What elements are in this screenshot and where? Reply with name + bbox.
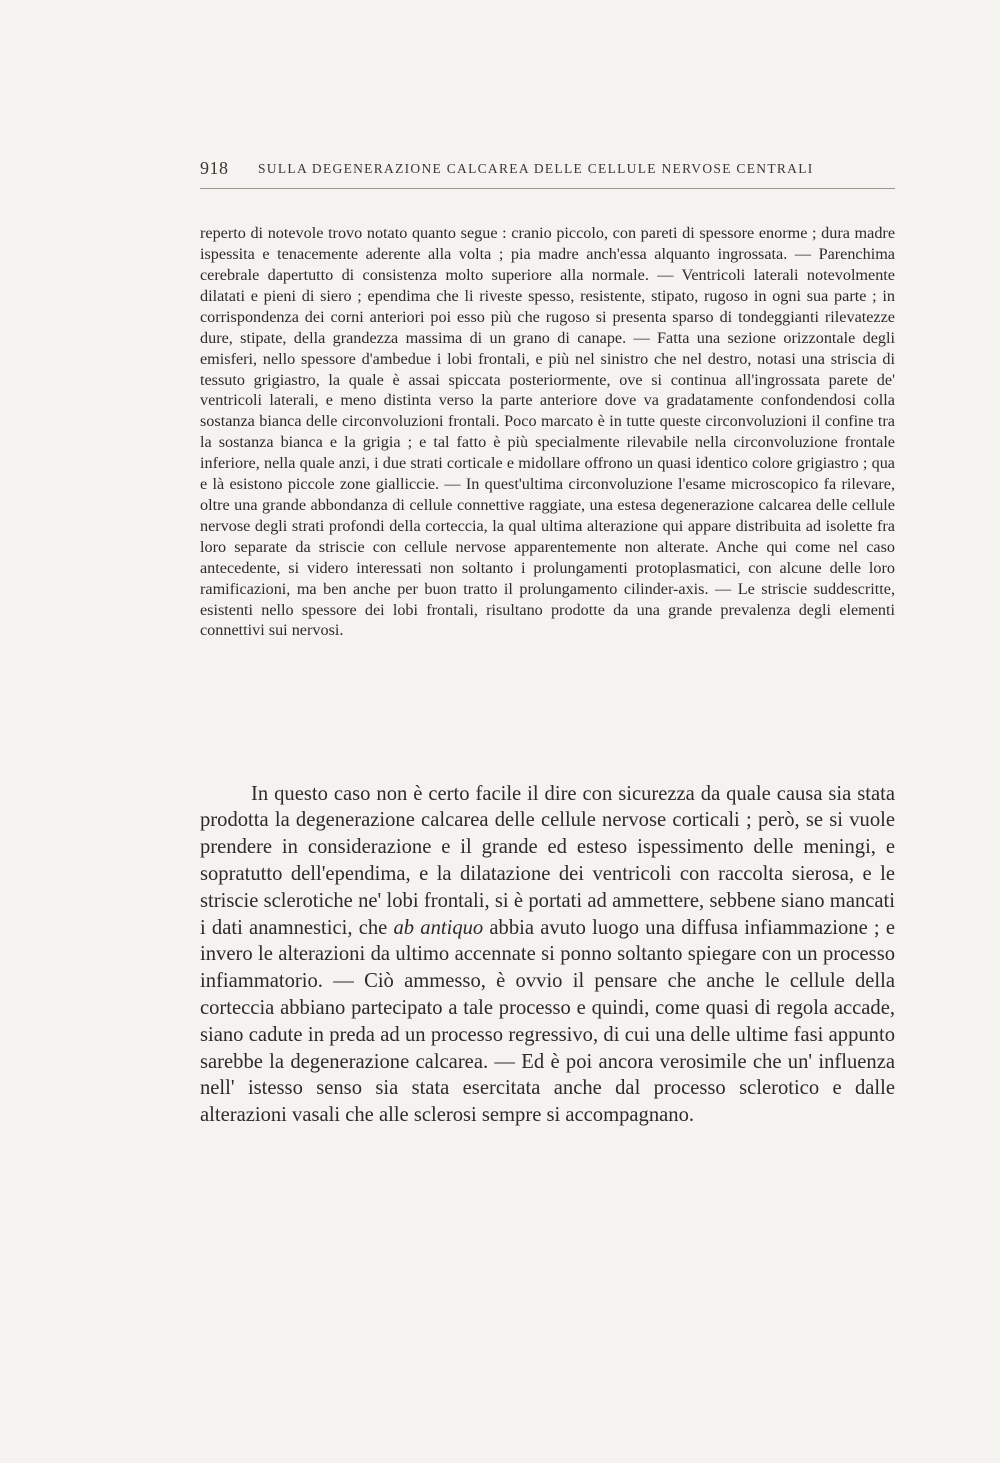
latin-phrase: ab antiquo — [393, 916, 484, 939]
case-report-paragraph: reperto di notevole trovo notato quanto segue : cranio piccolo, con pareti di spessore enorme ; dura madre ispessita e tenacemente aderente alla volta ; pia madre anch'essa alquanto ingrossata. — Parenchima cerebrale dapertutto di consistenza molto superiore alla normale. — Ventricoli laterali notevolmente dilatati e pieni di siero ; ependima che li riveste spesso, resistente, stipato, rugoso in ogni sua parte ; in corrispondenza dei corni anteriori poi esso più che rugoso si presenta sparso di tondeggianti rilevatezze dure, stipate, della grandezza massima di un grano di canape. — Fatta una sezione orizzontale degli emisferi, nello spessore d'ambedue i lobi frontali, e più nel sinistro che nel destro, notasi una striscia di tessuto grigiastro, la quale è assai spiccata posteriormente, ove si continua all'ingrossata parete de' ventricoli laterali, e meno distinta verso la parte anteriore dove va gradatamente confondendosi colla sostanza bianca delle circonvoluzioni frontali. Poco marcato è in tutte queste circonvoluzioni il confine tra la sostanza bianca e la grigia ; e tal fatto è più specialmente rilevabile nella circonvoluzione frontale inferiore, nella quale anzi, i due strati corticale e midollare offrono un quasi identico colore grigiastro ; qua e là esistono piccole zone gialliccie. — In quest'ultima circonvoluzione l'esame microscopico fa rilevare, oltre una grande abbondanza di cellule connettive raggiate, una estesa degenerazione calcarea delle cellule nervose degli strati profondi della corteccia, la qual ultima alterazione qui appare distribuita ad isolette fra loro separate da striscie con cellule nervose apparentemente non alterate. Anche qui come nel caso antecedente, si videro interessati non soltanto i prolungamenti protoplasmatici, con alcune delle loro ramificazioni, ma ben anche per buon tratto il prolungamento cilinder-axis. — Le striscie suddescritte, esistenti nello spessore dei lobi frontali, risultano prodotte da una grande prevalenza degli elementi connettivi sui nervosi. — [200, 224, 895, 640]
running-head — [200, 158, 895, 189]
discussion-text-before: In questo caso non è certo facile il dire con sicurezza da quale causa sia stata prodotta la degenerazione calcarea delle cellule nervose corticali ; però, se si vuole prendere in considerazione e il grande ed esteso ispessimento delle meningi, e sopratutto dell'ependima, e la dilatazione dei ventricoli con raccolta sierosa, e le striscie sclerotiche ne' lobi frontali, si è portati ad ammettere, sebbene siano mancati i dati anamnestici, che — [200, 782, 895, 939]
running-title: SULLA DEGENERAZIONE CALCAREA DELLE CELLULE NERVOSE CENTRALI — [258, 161, 814, 176]
page-number: 918 — [200, 158, 229, 178]
discussion-text-after: abbia avuto luogo una diffusa infiammazione ; e invero le alterazioni da ultimo accennate si ponno soltanto spiegare con un processo infiammatorio. — Ciò ammesso, è ovvio il pensare che anche le cellule della corteccia abbiano partecipato a tale processo e quindi, come quasi di regola accade, siano cadute in preda ad un processo regressivo, di cui una delle ultime fasi appunto sarebbe la degenerazione calcarea. — Ed è poi ancora verosimile che un' influenza nell' istesso senso sia stata esercitata anche dal processo sclerotico e dalle alterazioni vasali che alle sclerosi sempre si accompagnano. — [200, 916, 895, 1127]
discussion-paragraph — [200, 781, 895, 1129]
